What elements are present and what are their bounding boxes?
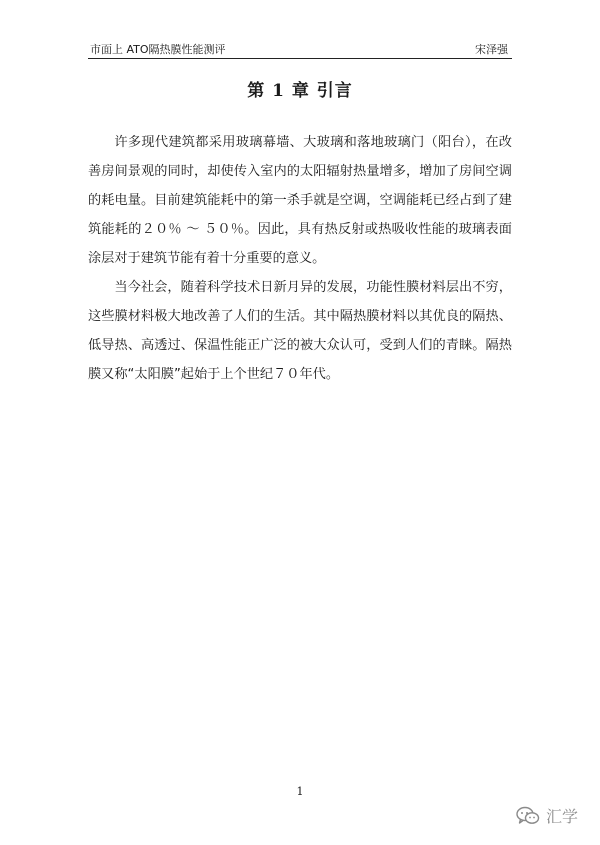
paragraph: 当今社会，随着科学技术日新月异的发展，功能性膜材料层出不穷，这些膜材料极大地改善了人们的生活。其中隔热膜材料以其优良的隔热、低导热、高透过、保温性能正广泛的被大众认可，受到人们的青睐。隔热膜又称“太阳膜”起始于上个世纪７０年代。 [88, 280, 512, 382]
page-header [88, 36, 512, 59]
paragraph: 许多现代建筑都采用玻璃幕墙、大玻璃和落地玻璃门（阳台），在改善房间景观的同时，却使传入室内的太阳辐射热量增多，增加了房间空调的耗电量。目前建筑能耗中的第一杀手就是空调，空调能耗已经占到了建筑能耗的２０％ ～ ５０％。因此，具有热反射或热吸收性能的玻璃表面涂层对于建筑节能有着十分重要的意义。 [88, 135, 512, 266]
header-document-title: 市面上 ATO隔热膜性能测评 [90, 43, 226, 56]
header-author: 宋泽强 [475, 43, 508, 56]
chapter-title: 第 1 章 引言 [247, 81, 353, 101]
watermark [516, 804, 578, 827]
body-text [88, 128, 512, 389]
wechat-icon [516, 806, 540, 826]
watermark-text: 汇学 [545, 807, 578, 826]
page-number: 1 [296, 785, 304, 798]
